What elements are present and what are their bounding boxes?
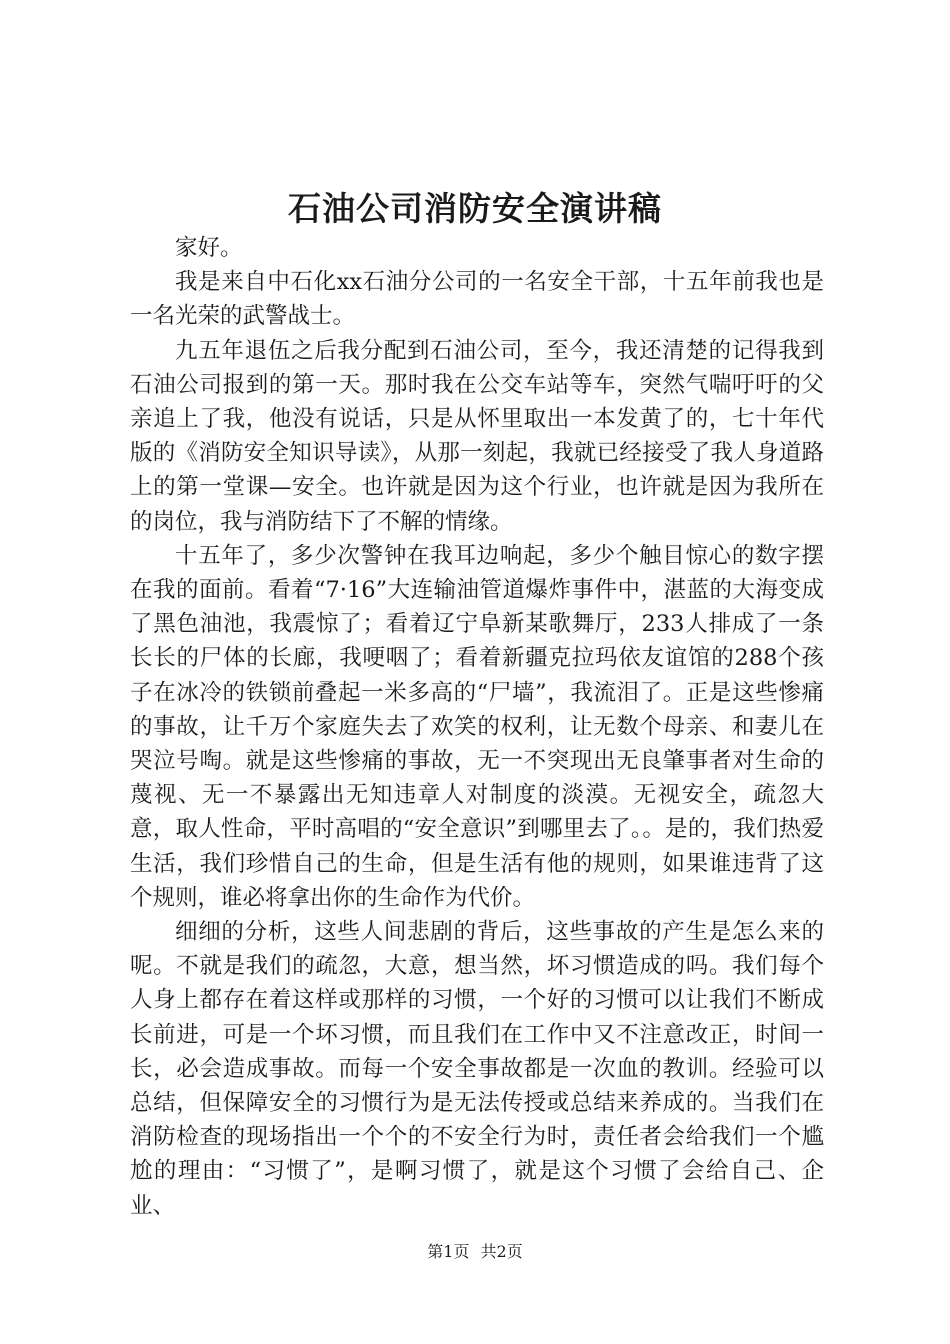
- paragraph-2: 我是来自中石化xx石油分公司的一名安全干部，十五年前我也是一名光荣的武警战士。: [130, 269, 824, 330]
- paragraph-4: 十五年了，多少次警钟在我耳边响起，多少个触目惊心的数字摆在我的面前。看着“7·16”大连输油管道爆炸事件中，湛蓝的大海变成了黑色油池，我震惊了；看着辽宁阜新某歌舞厅，233人排成了一条长长的尸体的长廊，我哽咽了；看着新疆克拉玛依友谊馆的288个孩子在冰冷的铁锁前叠起一米多高的“尸墙”，我流泪了。正是这些惨痛的事故，让千万个家庭失去了欢笑的权利，让无数个母亲、和妻儿在哭泣号啕。就是这些惨痛的事故，无一不突现出无良肇事者对生命的蔑视、无一不暴露出无知违章人对制度的淡漠。无视安全，疏忽大意，取人性命，平时高唱的“安全意识”到哪里去了。。是的，我们热爱生活，我们珍惜自己的生命，但是生活有他的规则，如果谁违背了这个规则，谁必将拿出你的生命作为代价。: [130, 542, 824, 911]
- paragraph-1: 家好。: [175, 235, 243, 261]
- document-body: [130, 231, 824, 1223]
- page-total: 共2页: [480, 1242, 523, 1261]
- page-footer: [0, 1240, 950, 1264]
- page-title: 石油公司消防安全演讲稿: [288, 189, 662, 228]
- paragraph-5: 细细的分析，这些人间悲剧的背后，这些事故的产生是怎么来的呢。不就是我们的疏忽，大意，想当然，坏习惯造成的吗。我们每个人身上都存在着这样或那样的习惯，一个好的习惯可以让我们不断成长前进，可是一个坏习惯，而且我们在工作中又不注意改正，时间一长，必会造成事故。而每一个安全事故都是一次血的教训。经验可以总结，但保障安全的习惯行为是无法传授或总结来养成的。当我们在消防检查的现场指出一个个的不安全行为时，责任者会给我们一个尴尬的理由：“习惯了”，是啊习惯了，就是这个习惯了会给自己、企业、: [130, 919, 824, 1219]
- paragraph-3: 九五年退伍之后我分配到石油公司，至今，我还清楚的记得我到石油公司报到的第一天。那时我在公交车站等车，突然气喘吁吁的父亲追上了我，他没有说话，只是从怀里取出一本发黄了的，七十年代版的《消防安全知识导读》，从那一刻起，我就已经接受了我人身道路上的第一堂课—安全。也许就是因为这个行业，也许就是因为我所在的岗位，我与消防结下了不解的情缘。: [130, 337, 824, 535]
- page-number: 第1页: [427, 1242, 470, 1261]
